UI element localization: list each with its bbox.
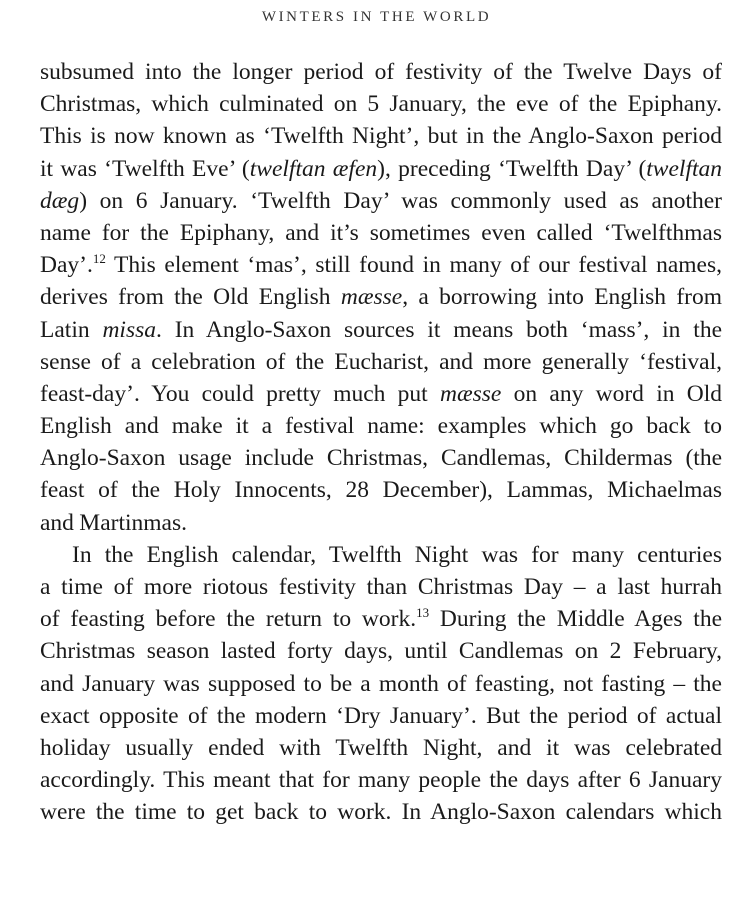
- footnote-ref[interactable]: 13: [416, 605, 430, 621]
- text-line: accordingly. This meant that for many people the days after 6 January: [40, 767, 722, 794]
- text-line: sense of a celebration of the Eucharist, and more generally ‘festival,: [40, 348, 722, 375]
- text-line: Day’.$^{12}$ This element ‘mas’, still found in many of our festival names,: [40, 251, 722, 279]
- old-english-term: mæsse: [340, 284, 403, 311]
- text-line: Anglo-Saxon usage include Christmas, Candlemas, Childermas (the: [40, 445, 722, 472]
- text-line: feast-day’. You could pretty much put mæsse on any word in Old: [40, 380, 722, 407]
- old-english-term: twelftan: [646, 155, 723, 182]
- text-line: and January was supposed to be a month of feasting, not fasting – the: [40, 670, 722, 697]
- text-line: English and make it a festival name: examples which go back to: [40, 413, 722, 440]
- old-english-term: twelftan æfen: [249, 155, 378, 182]
- text-line: dæg) on 6 January. ‘Twelfth Day’ was commonly used as another: [40, 187, 722, 214]
- text-line: holiday usually ended with Twelfth Night, and it was celebrated: [40, 734, 722, 761]
- text-line: Latin missa. In Anglo-Saxon sources it means both ‘mass’, in the: [40, 316, 722, 343]
- text-line: name for the Epiphany, and it’s sometimes even called ‘Twelfthmas: [40, 219, 722, 246]
- text-line: derives from the Old English mæsse, a borrowing into English from: [40, 284, 722, 311]
- text-line: feast of the Holy Innocents, 28 December), Lammas, Michaelmas: [40, 477, 722, 504]
- text-line: a time of more riotous festivity than Christmas Day – a last hurrah: [40, 574, 722, 600]
- text-line: it was ‘Twelfth Eve’ (twelftan æfen), preceding ‘Twelfth Day’ (twelftan: [40, 155, 723, 182]
- latin-term: missa: [102, 316, 156, 343]
- old-english-term: dæg: [40, 187, 80, 214]
- text-line: subsumed into the longer period of festivity of the Twelve Days of: [40, 59, 722, 85]
- text-line: exact opposite of the modern ‘Dry January’. But the period of actual: [40, 702, 722, 729]
- text-line: of feasting before the return to work.$^{13}$ During the Middle Ages the: [40, 605, 722, 633]
- body-text: [40, 56, 722, 829]
- text-line: Christmas, which culminated on 5 January, the eve of the Epiphany.: [40, 91, 722, 118]
- text-line: and Martinmas.: [40, 509, 187, 536]
- old-english-term: mæsse: [439, 380, 502, 407]
- text-line: Christmas season lasted forty days, until Candlemas on 2 February,: [40, 638, 722, 665]
- running-head: WINTERS IN THE WORLD: [261, 9, 492, 25]
- footnote-ref[interactable]: 12: [92, 251, 106, 267]
- text-line: In the English calendar, Twelfth Night was for many centuries: [72, 541, 722, 568]
- text-line: were the time to get back to work. In Anglo-Saxon calendars which: [40, 799, 722, 826]
- text-line: This is now known as ‘Twelfth Night’, but in the Anglo-Saxon period: [40, 123, 722, 150]
